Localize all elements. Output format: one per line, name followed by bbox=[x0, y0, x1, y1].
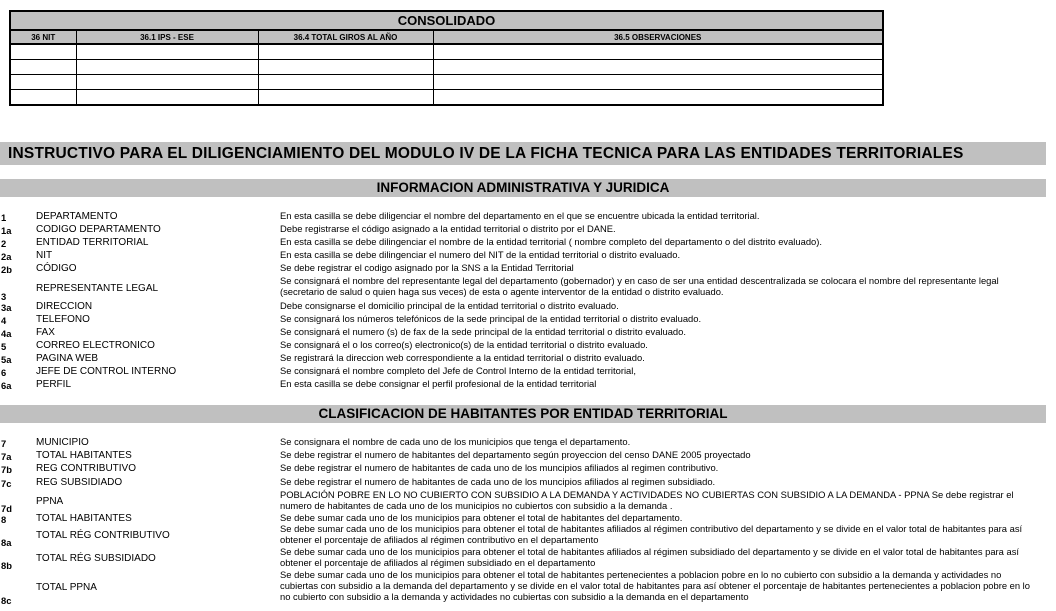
list-item bbox=[0, 326, 1056, 339]
item-description: Se registrará la direccion web correspondiente a la entidad territorial o distrito evaluado. bbox=[280, 352, 645, 363]
list-item bbox=[0, 365, 1056, 378]
item-description: Se debe registrar el numero de habitantes del departamento según proyeccion del censo DANE 2005 proyectado bbox=[280, 449, 751, 460]
section-title-administrativa: INFORMACION ADMINISTRATIVA Y JURIDICA bbox=[0, 179, 1046, 197]
item-number: 2b bbox=[1, 264, 12, 275]
col-header-total-giros: 36.4 TOTAL GIROS AL AÑO bbox=[258, 30, 433, 44]
item-field-name: REG SUBSIDIADO bbox=[36, 477, 123, 488]
item-field-name: ENTIDAD TERRITORIAL bbox=[36, 237, 149, 248]
item-field-name: CÓDIGO bbox=[36, 263, 77, 274]
item-field-name: TELEFONO bbox=[36, 314, 90, 325]
item-description: Debe registrarse el código asignado a la entidad territorial o distrito por el DANE. bbox=[280, 223, 616, 234]
item-number: 8 bbox=[1, 514, 7, 525]
item-description: Se consignará el nombre completo del Jefe de Control Interno de la entidad territorial, bbox=[280, 365, 636, 376]
item-description: Debe consignarse el domicilio principal de la entidad territorial o distrito evaluado. bbox=[280, 300, 619, 311]
col-header-observaciones: 36.5 OBSERVACIONES bbox=[433, 30, 883, 44]
table-row bbox=[10, 75, 883, 90]
item-number: 8c bbox=[1, 595, 12, 606]
item-number: 5 bbox=[1, 341, 7, 352]
item-field-name: TOTAL RÉG CONTRIBUTIVO bbox=[36, 530, 170, 541]
item-number: 4 bbox=[1, 315, 7, 326]
item-description: En esta casilla se debe dilingenciar el numero del NIT de la entidad territorial o distrito evaluado. bbox=[280, 249, 681, 260]
item-number: 5a bbox=[1, 354, 12, 365]
item-description: Se debe sumar cada uno de los municipios para obtener el total de habitantes del departamento. bbox=[280, 512, 683, 523]
table-cell[interactable] bbox=[433, 44, 883, 60]
item-number: 7d bbox=[1, 503, 12, 514]
item-field-name: FAX bbox=[36, 327, 55, 338]
item-field-name: TOTAL HABITANTES bbox=[36, 450, 132, 461]
item-number: 1 bbox=[1, 212, 7, 223]
table-row bbox=[10, 90, 883, 106]
section-title-habitantes: CLASIFICACION DE HABITANTES POR ENTIDAD TERRITORIAL bbox=[0, 405, 1046, 423]
item-number: 7 bbox=[1, 438, 7, 449]
item-number: 7b bbox=[1, 464, 12, 475]
item-field-name: JEFE DE CONTROL INTERNO bbox=[36, 366, 177, 377]
table-cell[interactable] bbox=[258, 60, 433, 75]
item-field-name: REPRESENTANTE LEGAL bbox=[36, 283, 159, 294]
item-field-name: PPNA bbox=[36, 496, 64, 507]
item-field-name: PERFIL bbox=[36, 379, 72, 390]
table-cell[interactable] bbox=[10, 90, 76, 106]
item-field-name: DEPARTAMENTO bbox=[36, 211, 118, 222]
item-description: Se debe sumar cada uno de los municipios para obtener el total de habitantes afiliados al régimen subsidiado del departamento y se divide en el valor total de habitantes para así obtener el porcentaje de afiliados al régimen subsidiado en el departamento bbox=[280, 546, 1020, 568]
item-number: 8b bbox=[1, 560, 12, 571]
item-description: En esta casilla se debe dilingenciar el nombre de la entidad territorial ( nombre completo del departamento o del distrito evaluado). bbox=[280, 236, 822, 247]
item-description: En esta casilla se debe diligenciar el nombre del departamento en el que se encuentre ubicada la entidad territorial. bbox=[280, 210, 760, 221]
item-number: 4a bbox=[1, 328, 12, 339]
item-number: 2 bbox=[1, 238, 7, 249]
list-item bbox=[0, 489, 1056, 513]
table-cell[interactable] bbox=[10, 75, 76, 90]
item-number: 7c bbox=[1, 478, 12, 489]
consolidado-title: CONSOLIDADO bbox=[10, 11, 883, 30]
list-item bbox=[0, 223, 1056, 236]
table-cell[interactable] bbox=[258, 75, 433, 90]
item-field-name: NIT bbox=[36, 250, 53, 261]
item-field-name: CORREO ELECTRONICO bbox=[36, 340, 155, 351]
item-description: En esta casilla se debe consignar el perfil profesional de la entidad territorial bbox=[280, 378, 597, 389]
item-number: 6a bbox=[1, 380, 12, 391]
list-item bbox=[0, 300, 1056, 313]
item-field-name: CODIGO DEPARTAMENTO bbox=[36, 224, 161, 235]
col-header-ips: 36.1 IPS - ESE bbox=[76, 30, 258, 44]
list-item bbox=[0, 262, 1056, 275]
item-field-name: TOTAL PPNA bbox=[36, 582, 97, 593]
table-cell[interactable] bbox=[10, 60, 76, 75]
list-item bbox=[0, 476, 1056, 489]
list-item bbox=[0, 546, 1056, 570]
item-description: Se consignara el nombre de cada uno de los municipios que tenga el departamento. bbox=[280, 436, 631, 447]
item-description: Se debe sumar cada uno de los municipios para obtener el total de habitantes pertenecientes a poblacion pobre en lo no cubierto con subsidio a la demanda y actividades no cubiertas con subsidio a la demanda del departamento y se divide en el valor total de habitantes para así obtener el porcentaje de habitantes pertenecientes a poblacion pobre en lo no cubierto con subsidio a la demanda y actividades no cubiertas con subsidio a la demanda en el departamento bbox=[280, 569, 1030, 602]
list-item bbox=[0, 569, 1056, 605]
item-field-name: REG CONTRIBUTIVO bbox=[36, 463, 137, 474]
list-item bbox=[0, 249, 1056, 262]
col-header-nit: 36 NIT bbox=[10, 30, 76, 44]
list-item bbox=[0, 236, 1056, 249]
item-number: 7a bbox=[1, 451, 12, 462]
table-cell[interactable] bbox=[76, 90, 258, 106]
table-cell[interactable] bbox=[433, 60, 883, 75]
item-description: Se consignará los números telefónicos de la sede principal de la entidad territorial o distrito evaluado. bbox=[280, 313, 702, 324]
item-field-name: PAGINA WEB bbox=[36, 353, 99, 364]
list-item bbox=[0, 313, 1056, 326]
item-description: POBLACIÓN POBRE EN LO NO CUBIERTO CON SUBSIDIO A LA DEMANDA Y ACTIVIDADES NO CUBIERTAS CON SUBSIDIO A LA DEMANDA - PPNA Se debe registrar el numero de habitantes de cada uno de los municipios no cubiertos con subsidio a la demanda . bbox=[280, 489, 1014, 511]
item-description: Se debe registrar el numero de habitantes de cada uno de los muncipios afiliados al regimen subsidiado. bbox=[280, 476, 716, 487]
item-number: 3a bbox=[1, 302, 12, 313]
list-item bbox=[0, 352, 1056, 365]
table-cell[interactable] bbox=[76, 60, 258, 75]
table-row bbox=[10, 44, 883, 60]
item-number: 8a bbox=[1, 537, 12, 548]
table-cell[interactable] bbox=[433, 90, 883, 106]
item-number: 2a bbox=[1, 251, 12, 262]
table-cell[interactable] bbox=[433, 75, 883, 90]
main-title: INSTRUCTIVO PARA EL DILIGENCIAMIENTO DEL MODULO IV DE LA FICHA TECNICA PARA LAS ENTIDADES TERRITORIALES bbox=[0, 142, 1046, 165]
item-field-name: TOTAL HABITANTES bbox=[36, 513, 132, 524]
table-cell[interactable] bbox=[10, 44, 76, 60]
item-description: Se consignará el nombre del representante legal del departamento (gobernador) y en caso de ser una entidad descentralizada se colocara el nombre del representante legal (secretario de salud o quien haga sus veces) de esta o agente interventor de la entidad o distrito evaluado. bbox=[280, 275, 999, 297]
list-item bbox=[0, 523, 1056, 547]
item-number: 1a bbox=[1, 225, 12, 236]
item-number: 6 bbox=[1, 367, 7, 378]
item-field-name: DIRECCION bbox=[36, 301, 93, 312]
list-item bbox=[0, 275, 1056, 301]
item-description: Se debe sumar cada uno de los municipios para obtener el total de habitantes afiliados al régimen contributivo del departamento y se divide en el valor total de habitantes para así obtener el porcentaje de afiliados al régimen contributivo en el departamento bbox=[280, 523, 1023, 545]
table-cell[interactable] bbox=[76, 75, 258, 90]
table-row bbox=[10, 60, 883, 75]
item-number: 3 bbox=[1, 291, 7, 302]
table-cell[interactable] bbox=[258, 90, 433, 106]
consolidado-table bbox=[9, 10, 884, 106]
item-field-name: TOTAL RÉG SUBSIDIADO bbox=[36, 553, 156, 564]
list-item bbox=[0, 436, 1056, 449]
item-description: Se debe registrar el numero de habitantes de cada uno de los muncipios afiliados al regimen contributivo. bbox=[280, 462, 719, 473]
table-cell[interactable] bbox=[258, 44, 433, 60]
list-item bbox=[0, 378, 1056, 391]
list-item bbox=[0, 462, 1056, 475]
item-description: Se consignará el o los correo(s) electronico(s) de la entidad territorial o distrito evaluado. bbox=[280, 339, 648, 350]
list-item bbox=[0, 449, 1056, 462]
table-cell[interactable] bbox=[76, 44, 258, 60]
item-description: Se debe registrar el codigo asignado por la SNS a la Entidad Territorial bbox=[280, 262, 574, 273]
item-field-name: MUNICIPIO bbox=[36, 437, 89, 448]
item-description: Se consignará el numero (s) de fax de la sede principal de la entidad territorial o distrito evaluado. bbox=[280, 326, 686, 337]
list-item bbox=[0, 339, 1056, 352]
list-item bbox=[0, 210, 1056, 223]
